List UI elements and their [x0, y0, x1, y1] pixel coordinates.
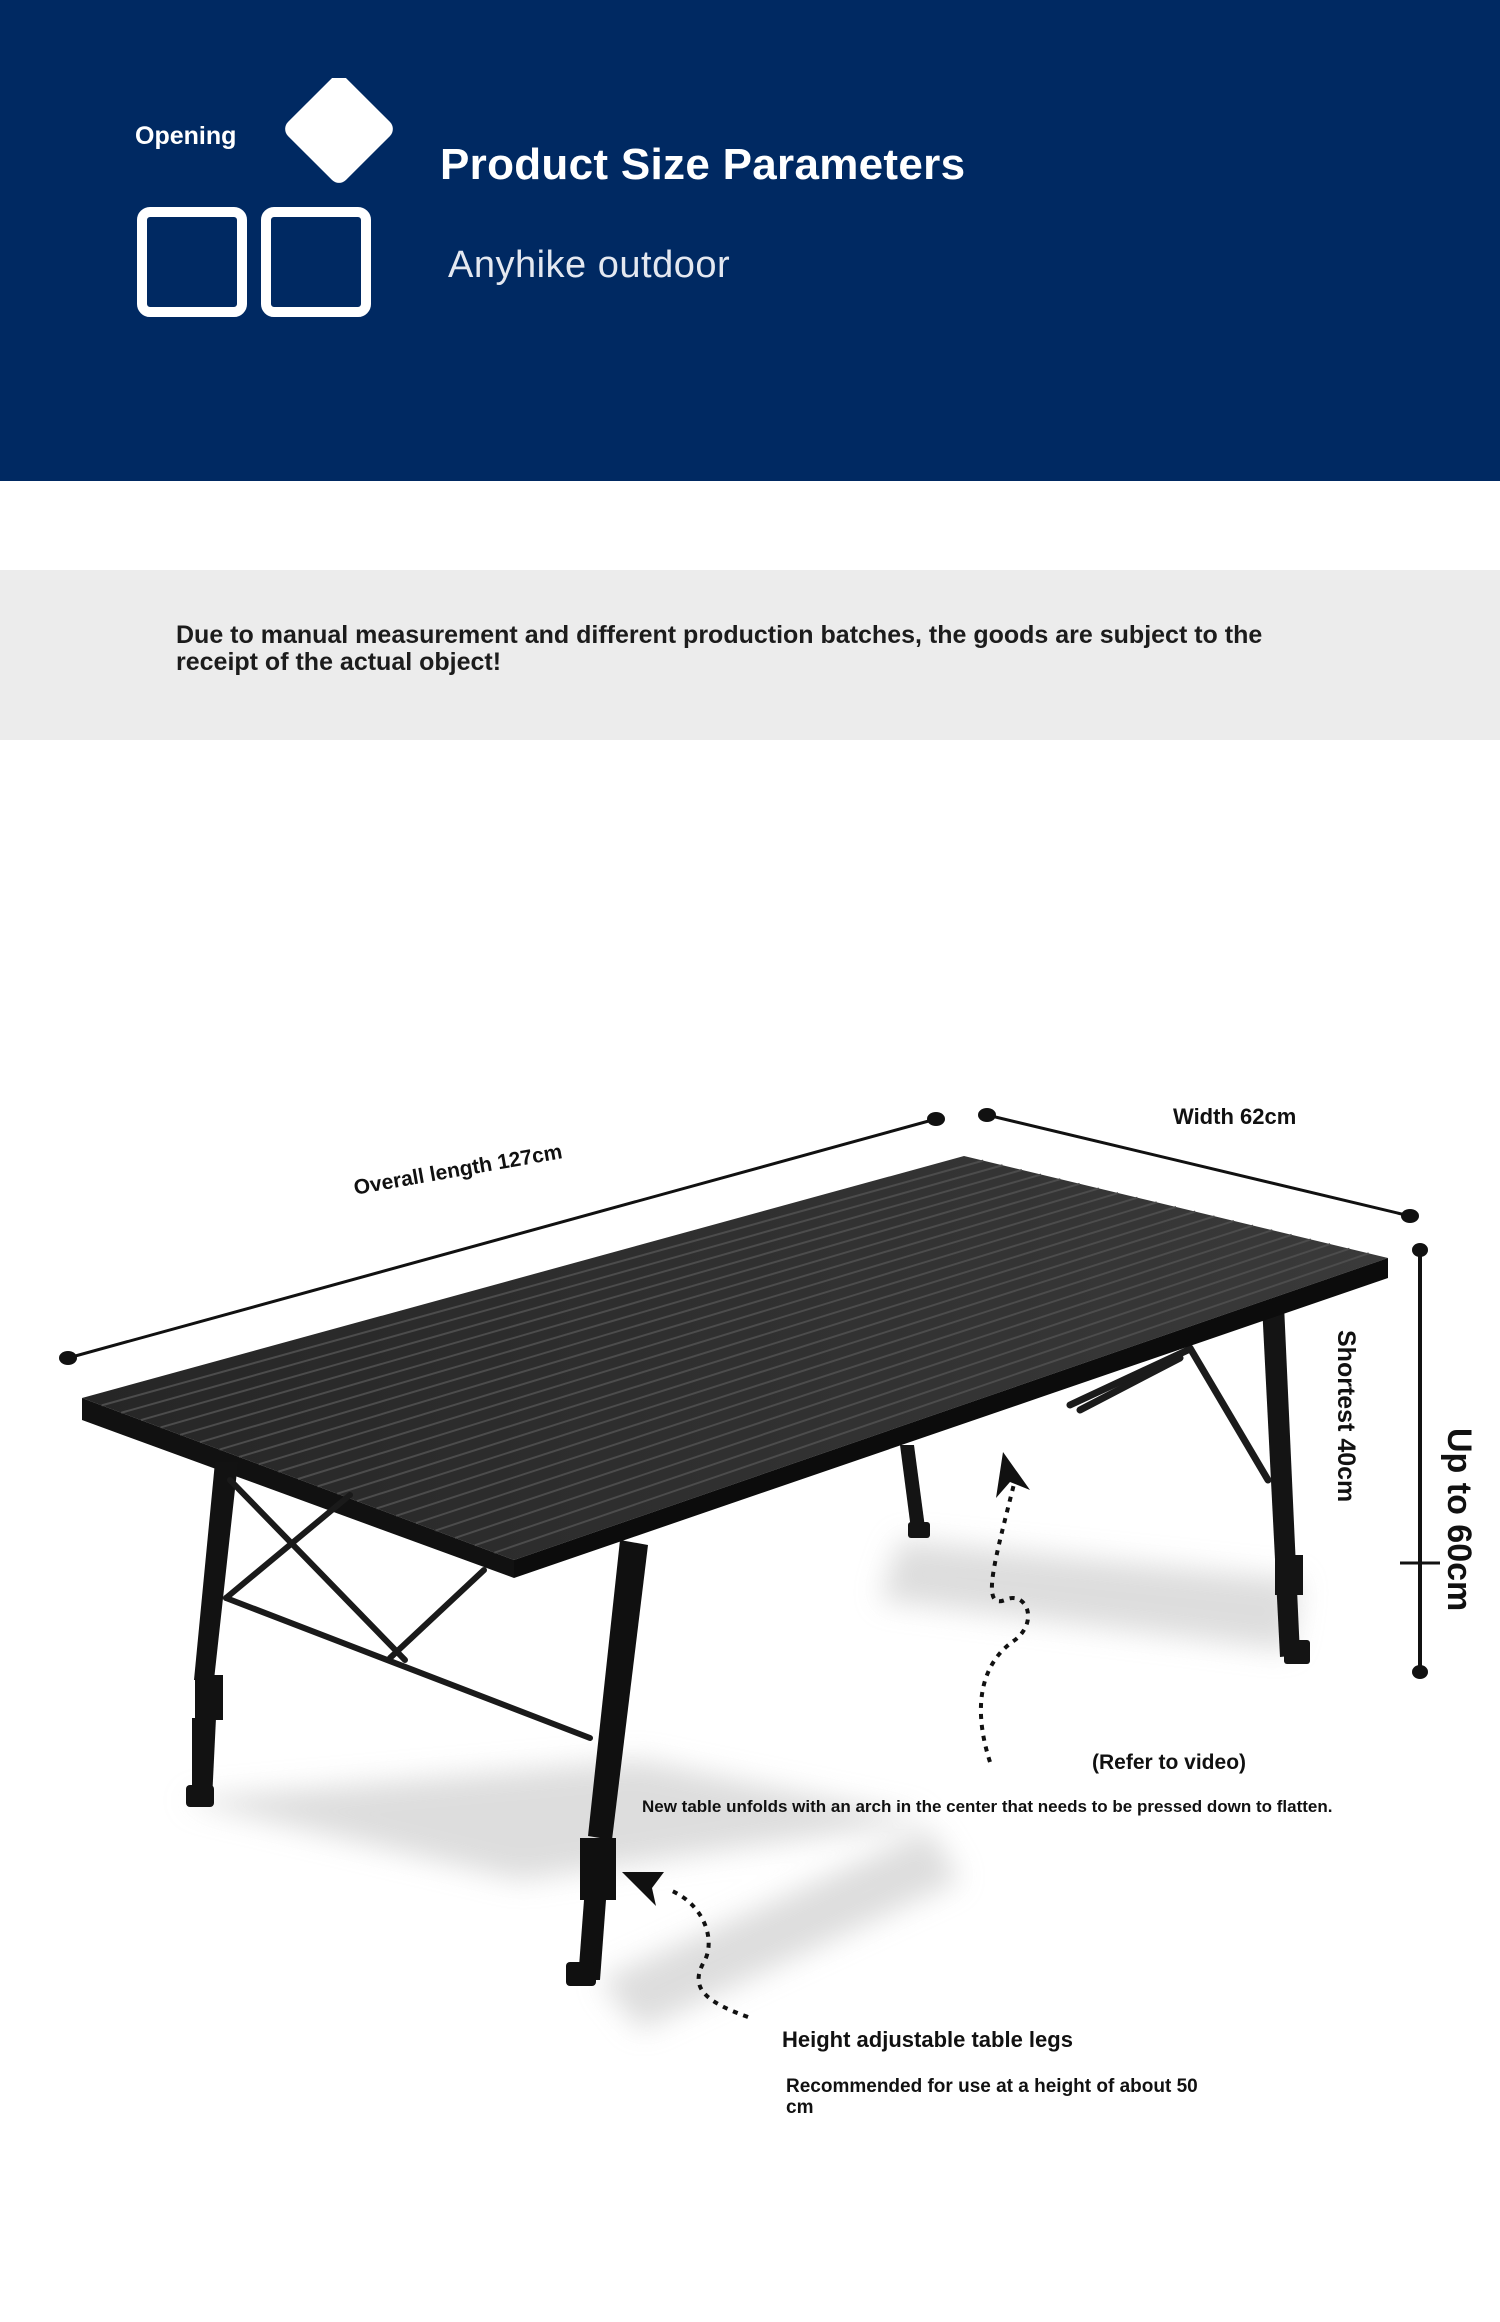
measurement-notice: Due to manual measurement and different production batches, the goods are subject to the receipt of the actual object! — [176, 621, 1263, 676]
opening-diamond-icon — [281, 78, 394, 187]
width-label: Width 62cm — [1173, 1104, 1297, 1129]
refer-video-label: (Refer to video) — [1092, 1751, 1247, 1774]
table-diagram — [0, 1050, 1500, 2322]
table-top — [82, 1156, 1388, 1578]
front-left-leg — [186, 1462, 238, 1807]
opening-label: Opening — [135, 122, 237, 150]
opening-logo-icon — [134, 78, 394, 323]
brand-name: Anyhike outdoor — [448, 244, 731, 286]
height-dimension-line — [1400, 1243, 1440, 1679]
table-shadow — [180, 1540, 1300, 2030]
max-height-label: Up to 60cm — [1440, 1428, 1478, 1612]
opening-square-icon — [266, 212, 366, 312]
adjustable-legs-label: Height adjustable table legs — [782, 2027, 1073, 2052]
overall-length-label: Overall length 127cm — [352, 1140, 565, 1200]
notice-band — [0, 570, 1500, 740]
header-banner — [0, 0, 1500, 481]
page-title: Product Size Parameters — [440, 140, 966, 189]
shortest-height-label: Shortest 40cm — [1332, 1330, 1360, 1503]
arch-note-label: New table unfolds with an arch in the center that needs to be pressed down to flatten. — [642, 1797, 1333, 1816]
opening-square-icon — [142, 212, 242, 312]
recommended-height-label: Recommended for use at a height of about 50 cm — [786, 2076, 1198, 2118]
